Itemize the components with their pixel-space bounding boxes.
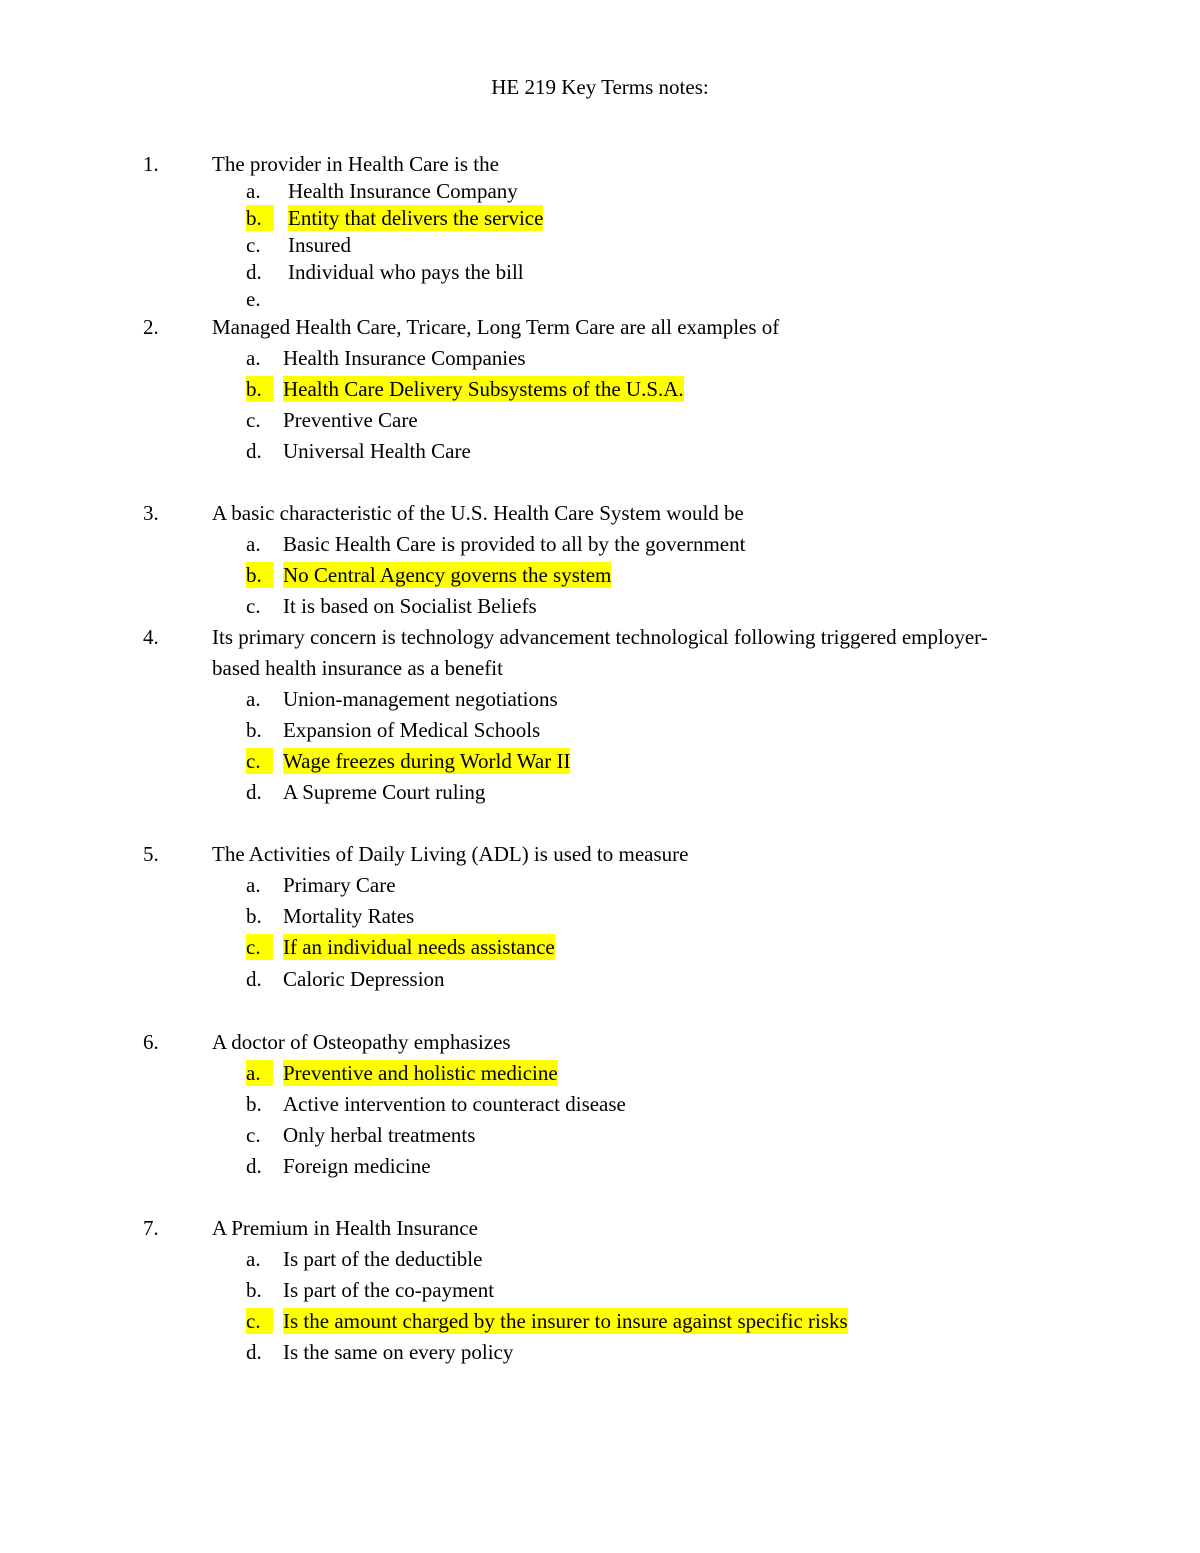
highlighted-answer: Preventive and holistic medicine [283,1061,558,1085]
option-letter: c. [246,408,261,432]
option-letter: b. [246,904,262,928]
option-letter: b. [246,562,274,588]
question-text: A Premium in Health Insurance [212,1216,478,1240]
option-text: It is based on Socialist Beliefs [283,594,537,618]
option-letter: a. [246,532,261,556]
highlighted-answer: Health Care Delivery Subsystems of the U.S.A. [283,377,684,401]
question-number: 4. [143,625,159,649]
question-text: The provider in Health Care is the [212,152,499,176]
highlighted-answer: Is the amount charged by the insurer to insure against specific risks [283,1309,848,1333]
question-text: A doctor of Osteopathy emphasizes [212,1030,511,1054]
option-letter: a. [246,346,261,370]
question-number: 2. [143,315,159,339]
question-text: A basic characteristic of the U.S. Health Care System would be [212,501,744,525]
option-letter: b. [246,376,274,402]
option-text: Mortality Rates [283,904,415,928]
option-text: Is part of the co-payment [283,1278,495,1302]
option-text: A Supreme Court ruling [283,780,486,804]
option-letter: d. [246,780,262,804]
option-letter: c. [246,748,273,774]
option-letter: d. [246,439,262,463]
question-number: 7. [143,1216,159,1240]
question-number: 1. [143,152,159,176]
question-text: Its primary concern is technology advancement technological following triggered employer-based health insurance as a benefit [212,625,988,680]
option-letter: d. [246,1154,262,1178]
option-text: Active intervention to counteract disease [283,1092,626,1116]
option-letter: b. [246,1092,262,1116]
option-text: Preventive Care [283,408,418,432]
question-number: 6. [143,1030,159,1054]
option-text: Is part of the deductible [283,1247,483,1271]
question-number: 5. [143,842,159,866]
option-text: Caloric Depression [283,967,445,991]
option-text: Is the same on every policy [283,1340,514,1364]
option-letter: a. [246,873,261,897]
option-letter: b. [246,1278,262,1302]
option-text: Only herbal treatments [283,1123,476,1147]
option-text: Health Insurance Company [288,179,518,203]
document-title: HE 219 Key Terms notes: [491,75,709,99]
option-letter: a. [246,179,261,203]
option-letter: a. [246,1247,261,1271]
option-letter: a. [246,1060,273,1086]
option-letter: c. [246,594,261,618]
option-text: Health Insurance Companies [283,346,526,370]
highlighted-answer: If an individual needs assistance [283,935,555,959]
option-letter: c. [246,1123,261,1147]
option-text: Expansion of Medical Schools [283,718,541,742]
option-text: Insured [288,233,351,257]
option-letter: d. [246,1340,262,1364]
question-text: The Activities of Daily Living (ADL) is used to measure [212,842,689,866]
option-letter: d. [246,260,262,284]
option-text: Universal Health Care [283,439,471,463]
highlighted-answer: Entity that delivers the service [288,206,544,230]
highlighted-answer: Wage freezes during World War II [283,749,571,773]
option-letter: c. [246,1308,273,1334]
option-letter: c. [246,934,273,960]
option-text: Individual who pays the bill [288,260,524,284]
option-letter: a. [246,687,261,711]
option-letter: b. [246,718,262,742]
option-letter: d. [246,967,262,991]
option-letter: e. [246,287,261,311]
option-text: Foreign medicine [283,1154,431,1178]
option-letter: b. [246,205,274,231]
question-number: 3. [143,501,159,525]
option-text: Union-management negotiations [283,687,558,711]
option-text: Basic Health Care is provided to all by the government [283,532,746,556]
option-letter: c. [246,233,261,257]
question-text: Managed Health Care, Tricare, Long Term Care are all examples of [212,315,780,339]
highlighted-answer: No Central Agency governs the system [283,563,612,587]
option-text: Primary Care [283,873,396,897]
